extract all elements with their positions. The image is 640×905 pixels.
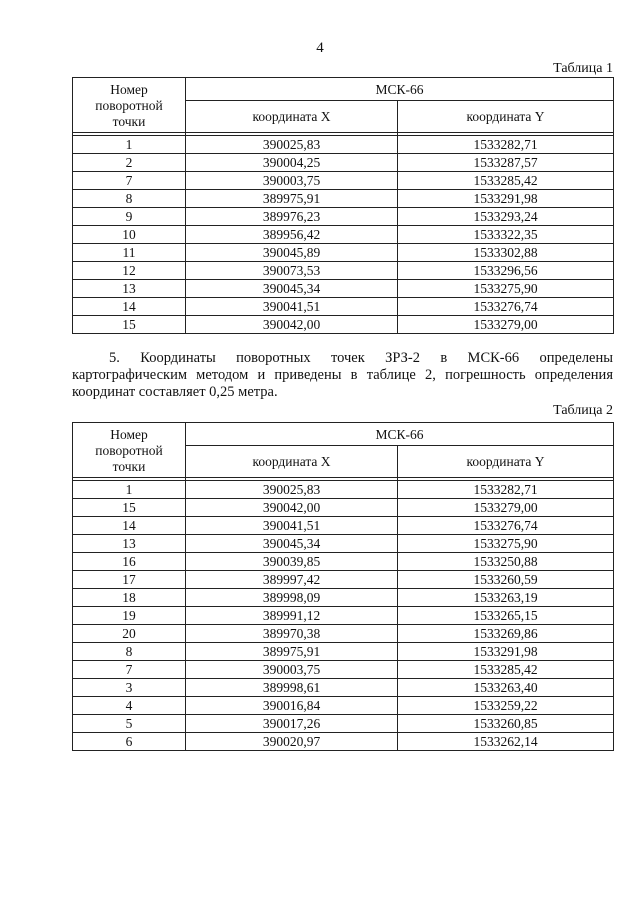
table-row (73, 316, 614, 334)
point-number-cell: 8 (73, 643, 186, 661)
point-number-cell: 4 (73, 697, 186, 715)
x-coordinate-cell: 390025,83 (186, 136, 398, 154)
point-number-cell: 16 (73, 553, 186, 571)
y-coordinate-cell: 1533275,90 (398, 280, 614, 298)
y-coordinate-cell: 1533322,35 (398, 226, 614, 244)
y-coordinate-cell: 1533285,42 (398, 172, 614, 190)
x-coordinate-cell: 389976,23 (186, 208, 398, 226)
x-coordinate-cell: 390041,51 (186, 298, 398, 316)
x-coordinate-cell: 390041,51 (186, 517, 398, 535)
x-coordinate-cell: 390045,34 (186, 535, 398, 553)
coordinates-table-1 (72, 77, 614, 334)
point-number-cell: 13 (73, 280, 186, 298)
y-coordinate-cell: 1533291,98 (398, 190, 614, 208)
y-coordinate-cell: 1533282,71 (398, 136, 614, 154)
table-row (73, 244, 614, 262)
table-row (73, 679, 614, 697)
x-coordinate-cell: 390003,75 (186, 172, 398, 190)
y-coordinate-cell: 1533279,00 (398, 316, 614, 334)
coordinate-system-header: МСК-66 (186, 78, 614, 101)
point-number-header-line: Номер (110, 82, 148, 97)
point-number-cell: 5 (73, 715, 186, 733)
table-row (73, 172, 614, 190)
point-number-cell: 15 (73, 499, 186, 517)
table1-caption: Таблица 1 (553, 61, 613, 76)
table-row (73, 571, 614, 589)
x-coordinate-cell: 389997,42 (186, 571, 398, 589)
y-coordinate-cell: 1533302,88 (398, 244, 614, 262)
x-coordinate-cell: 390045,34 (186, 280, 398, 298)
point-number-cell: 1 (73, 136, 186, 154)
point-number-cell: 1 (73, 481, 186, 499)
y-coordinate-cell: 1533260,59 (398, 571, 614, 589)
point-number-cell: 6 (73, 733, 186, 751)
table-row (73, 499, 614, 517)
x-coordinate-cell: 390017,26 (186, 715, 398, 733)
y-coordinate-cell: 1533291,98 (398, 643, 614, 661)
x-coordinate-cell: 389991,12 (186, 607, 398, 625)
point-number-cell: 20 (73, 625, 186, 643)
x-coordinate-cell: 390003,75 (186, 661, 398, 679)
point-number-cell: 7 (73, 661, 186, 679)
paragraph-coordinates-note: 5. Координаты поворотных точек ЗРЗ-2 в МСК-66 определены картографическим методом и приведены в таблице 2, погрешность определения координат составляет 0,25 метра. (72, 350, 613, 400)
y-coordinate-cell: 1533250,88 (398, 553, 614, 571)
x-coordinate-cell: 390045,89 (186, 244, 398, 262)
table2-caption: Таблица 2 (553, 403, 613, 418)
x-coordinate-cell: 390004,25 (186, 154, 398, 172)
table-row (73, 262, 614, 280)
table-row (73, 553, 614, 571)
point-number-cell: 19 (73, 607, 186, 625)
y-coordinate-cell: 1533293,24 (398, 208, 614, 226)
point-number-cell: 15 (73, 316, 186, 334)
coordinates-table-2 (72, 422, 614, 751)
table-row (73, 226, 614, 244)
table-row (73, 517, 614, 535)
table-row (73, 136, 614, 154)
y-coordinate-header: координата Y (398, 101, 614, 133)
point-number-header-line: Номер (110, 427, 148, 442)
x-coordinate-cell: 389998,09 (186, 589, 398, 607)
x-coordinate-cell: 389975,91 (186, 643, 398, 661)
y-coordinate-cell: 1533285,42 (398, 661, 614, 679)
x-coordinate-cell: 389975,91 (186, 190, 398, 208)
x-coordinate-cell: 390042,00 (186, 499, 398, 517)
point-number-header (73, 78, 186, 133)
y-coordinate-cell: 1533263,40 (398, 679, 614, 697)
point-number-header-line: поворотной (95, 443, 163, 458)
y-coordinate-cell: 1533265,15 (398, 607, 614, 625)
table-row (73, 190, 614, 208)
point-number-cell: 10 (73, 226, 186, 244)
table-row (73, 208, 614, 226)
y-coordinate-cell: 1533262,14 (398, 733, 614, 751)
point-number-header (73, 423, 186, 478)
y-coordinate-cell: 1533276,74 (398, 517, 614, 535)
point-number-header-line: точки (112, 114, 146, 129)
y-coordinate-cell: 1533269,86 (398, 625, 614, 643)
table-row (73, 607, 614, 625)
point-number-cell: 2 (73, 154, 186, 172)
x-coordinate-cell: 389970,38 (186, 625, 398, 643)
x-coordinate-cell: 389956,42 (186, 226, 398, 244)
y-coordinate-cell: 1533287,57 (398, 154, 614, 172)
x-coordinate-cell: 390073,53 (186, 262, 398, 280)
point-number-header-line: точки (112, 459, 146, 474)
table-row (73, 154, 614, 172)
x-coordinate-header: координата X (186, 101, 398, 133)
point-number-cell: 13 (73, 535, 186, 553)
table-row (73, 697, 614, 715)
point-number-cell: 12 (73, 262, 186, 280)
x-coordinate-cell: 390042,00 (186, 316, 398, 334)
coordinate-system-header: МСК-66 (186, 423, 614, 446)
y-coordinate-cell: 1533260,85 (398, 715, 614, 733)
y-coordinate-cell: 1533296,56 (398, 262, 614, 280)
point-number-cell: 18 (73, 589, 186, 607)
x-coordinate-cell: 390025,83 (186, 481, 398, 499)
table-row (73, 643, 614, 661)
point-number-cell: 9 (73, 208, 186, 226)
point-number-cell: 11 (73, 244, 186, 262)
point-number-cell: 14 (73, 517, 186, 535)
y-coordinate-cell: 1533282,71 (398, 481, 614, 499)
table-row (73, 535, 614, 553)
x-coordinate-cell: 390039,85 (186, 553, 398, 571)
y-coordinate-cell: 1533276,74 (398, 298, 614, 316)
table-row (73, 661, 614, 679)
y-coordinate-cell: 1533275,90 (398, 535, 614, 553)
table-row (73, 715, 614, 733)
table-row (73, 280, 614, 298)
y-coordinate-cell: 1533263,19 (398, 589, 614, 607)
y-coordinate-cell: 1533279,00 (398, 499, 614, 517)
table-row (73, 625, 614, 643)
point-number-cell: 8 (73, 190, 186, 208)
table-row (73, 733, 614, 751)
point-number-cell: 7 (73, 172, 186, 190)
point-number-header-line: поворотной (95, 98, 163, 113)
x-coordinate-cell: 390016,84 (186, 697, 398, 715)
table-row (73, 589, 614, 607)
y-coordinate-header: координата Y (398, 446, 614, 478)
x-coordinate-cell: 389998,61 (186, 679, 398, 697)
table-row (73, 298, 614, 316)
x-coordinate-header: координата X (186, 446, 398, 478)
point-number-cell: 17 (73, 571, 186, 589)
point-number-cell: 3 (73, 679, 186, 697)
x-coordinate-cell: 390020,97 (186, 733, 398, 751)
point-number-cell: 14 (73, 298, 186, 316)
page-number: 4 (316, 40, 324, 56)
y-coordinate-cell: 1533259,22 (398, 697, 614, 715)
table-row (73, 481, 614, 499)
